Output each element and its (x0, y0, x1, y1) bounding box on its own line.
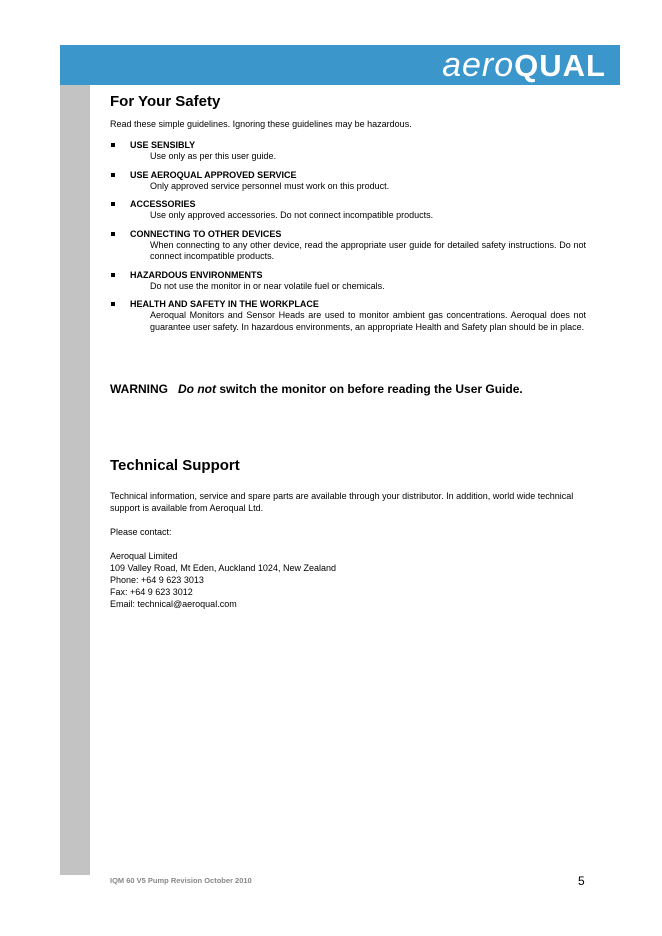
list-item (110, 140, 586, 163)
item-desc: Use only as per this user guide. (150, 151, 277, 161)
logo-light-text: aero (442, 46, 515, 84)
safety-intro: Read these simple guidelines. Ignoring these guidelines may be hazardous. (110, 119, 412, 129)
safety-title: For Your Safety (110, 93, 221, 110)
header-bar (60, 45, 620, 85)
item-title: HEALTH AND SAFETY IN THE WORKPLACE (130, 299, 319, 309)
side-bar (60, 85, 90, 875)
page-number: 5 (578, 874, 585, 888)
bullet-icon (111, 202, 115, 206)
company-address: 109 Valley Road, Mt Eden, Auckland 1024, New Zealand (110, 563, 336, 573)
item-desc: When connecting to any other device, read the appropriate user guide for detailed safety instructions. Do not connect incompatible products. (150, 239, 586, 261)
contact-prompt: Please contact: (110, 527, 172, 537)
list-item (110, 299, 586, 333)
logo-bold-text: QUAL (514, 48, 606, 83)
company-email: Email: technical@aeroqual.com (110, 599, 237, 609)
warning-label: WARNING (110, 382, 168, 396)
item-desc: Aeroqual Monitors and Sensor Heads are used to monitor ambient gas concentrations. Aeroqual does not guarantee user safety. In hazardous environments, an appropriate Health and Safety plan should be in place. (150, 310, 586, 332)
warning-text: switch the monitor on before reading the User Guide. (219, 382, 523, 396)
warning-emphasis: Do not (178, 382, 217, 396)
company-name: Aeroqual Limited (110, 551, 178, 561)
item-title: CONNECTING TO OTHER DEVICES (130, 228, 282, 239)
item-desc: Only approved service personnel must work on this product. (150, 180, 390, 191)
warning-line (110, 381, 523, 397)
safety-list (110, 140, 586, 333)
item-title: ACCESSORIES (130, 199, 196, 209)
item-title: HAZARDOUS ENVIRONMENTS (130, 269, 263, 280)
item-title: USE AEROQUAL APPROVED SERVICE (130, 169, 297, 180)
bullet-icon (111, 302, 115, 306)
list-item (110, 170, 586, 193)
footer-revision: IQM 60 V5 Pump Revision October 2010 (110, 876, 252, 885)
list-item (110, 199, 586, 222)
bullet-icon (111, 232, 115, 236)
company-fax: Fax: +64 9 623 3012 (110, 587, 193, 597)
tech-support-paragraph: Technical information, service and spare parts are available through your distributor. In addition, world wide technical support is available from Aeroqual Ltd. (110, 491, 574, 513)
item-title: USE SENSIBLY (130, 140, 196, 150)
list-item (110, 270, 586, 293)
company-phone: Phone: +64 9 623 3013 (110, 575, 204, 585)
bullet-icon (111, 143, 115, 147)
item-desc: Do not use the monitor in or near volatile fuel or chemicals. (150, 280, 385, 291)
list-item (110, 229, 586, 263)
bullet-icon (111, 173, 115, 177)
safety-section (110, 92, 586, 340)
tech-support-section (110, 456, 586, 610)
tech-support-title: Technical Support (110, 457, 240, 474)
item-desc: Use only approved accessories. Do not connect incompatible products. (150, 210, 434, 220)
aeroqual-logo (442, 47, 606, 84)
bullet-icon (111, 273, 115, 277)
